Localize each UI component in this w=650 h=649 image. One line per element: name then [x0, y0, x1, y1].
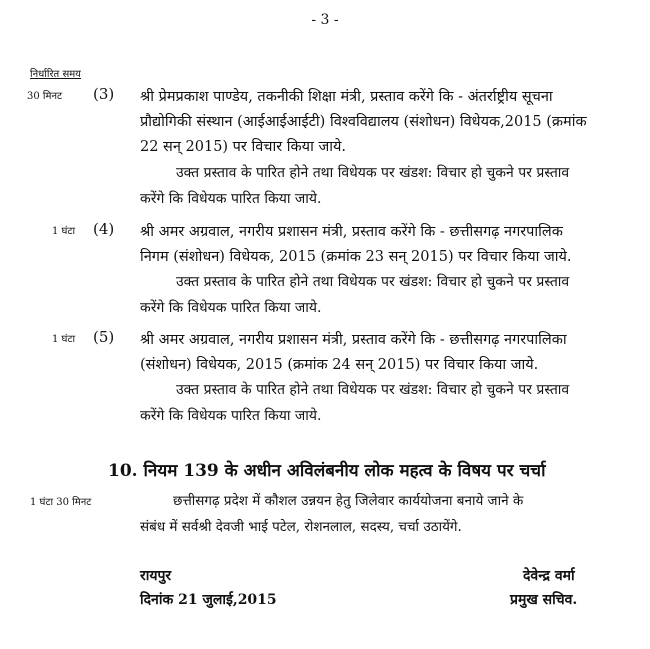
item-text-line: श्री अमर अग्रवाल, नगरीय प्रशासन मंत्री, प्रस्ताव करेंगे कि - छत्तीसगढ़ नगरपालिक — [140, 224, 563, 240]
item-number: (3) — [93, 85, 115, 103]
item-time: 1 घंटा — [52, 226, 76, 237]
section-text-line: छत्तीसगढ़ प्रदेश में कौशल उन्नयन हेतु जिलेवार कार्ययोजना बनाये जाने के — [173, 493, 524, 509]
item-text-line: प्रौद्योगिकी संस्थान (आईआईआईटी) विश्वविद्यालय (संशोधन) विधेयक,2015 (क्रमांक — [140, 114, 587, 130]
item-number: (5) — [93, 328, 115, 346]
resolution-line: उक्त प्रस्ताव के पारित होने तथा विधेयक पर खंडश: विचार हो चुकने पर प्रस्ताव — [176, 382, 570, 398]
signatory-name: देवेन्द्र वर्मा — [523, 568, 575, 584]
item-number: (4) — [93, 220, 115, 238]
item-time: 30 मिनट — [27, 91, 63, 102]
item-text-line: श्री प्रेमप्रकाश पाण्डेय, तकनीकी शिक्षा मंत्री, प्रस्ताव करेंगे कि - अंतर्राष्ट्रीय सूचना — [140, 89, 553, 105]
place: रायपुर — [140, 568, 172, 584]
time-column-header: निर्धारित समय — [30, 69, 81, 80]
resolution-line: उक्त प्रस्ताव के पारित होने तथा विधेयक पर खंडश: विचार हो चुकने पर प्रस्ताव — [176, 165, 570, 181]
item-text-line: (संशोधन) विधेयक, 2015 (क्रमांक 24 सन् 2015) पर विचार किया जाये. — [140, 357, 539, 373]
date: दिनांक 21 जुलाई,2015 — [140, 592, 277, 608]
resolution-line: करेंगे कि विधेयक पारित किया जाये. — [140, 300, 322, 316]
item-text-line: श्री अमर अग्रवाल, नगरीय प्रशासन मंत्री, प्रस्ताव करेंगे कि - छत्तीसगढ़ नगरपालिका — [140, 332, 567, 348]
signatory-designation: प्रमुख सचिव. — [510, 592, 578, 608]
section-text-line: संबंध में सर्वश्री देवजी भाई पटेल, रोशनलाल, सदस्य, चर्चा उठायेंगे. — [140, 519, 462, 535]
section-time: 1 घंटा 30 मिनट — [30, 497, 92, 508]
item-text-line: निगम (संशोधन) विधेयक, 2015 (क्रमांक 23 सन् 2015) पर विचार किया जाये. — [140, 249, 572, 265]
page-number: - 3 - — [311, 12, 339, 28]
section-heading: 10. नियम 139 के अधीन अविलंबनीय लोक महत्व के विषय पर चर्चा — [108, 461, 546, 481]
resolution-line: करेंगे कि विधेयक पारित किया जाये. — [140, 408, 322, 424]
resolution-line: उक्त प्रस्ताव के पारित होने तथा विधेयक पर खंडश: विचार हो चुकने पर प्रस्ताव — [176, 274, 570, 290]
item-time: 1 घंटा — [52, 334, 76, 345]
item-text-line: 22 सन् 2015) पर विचार किया जाये. — [140, 139, 346, 155]
resolution-line: करेंगे कि विधेयक पारित किया जाये. — [140, 191, 322, 207]
